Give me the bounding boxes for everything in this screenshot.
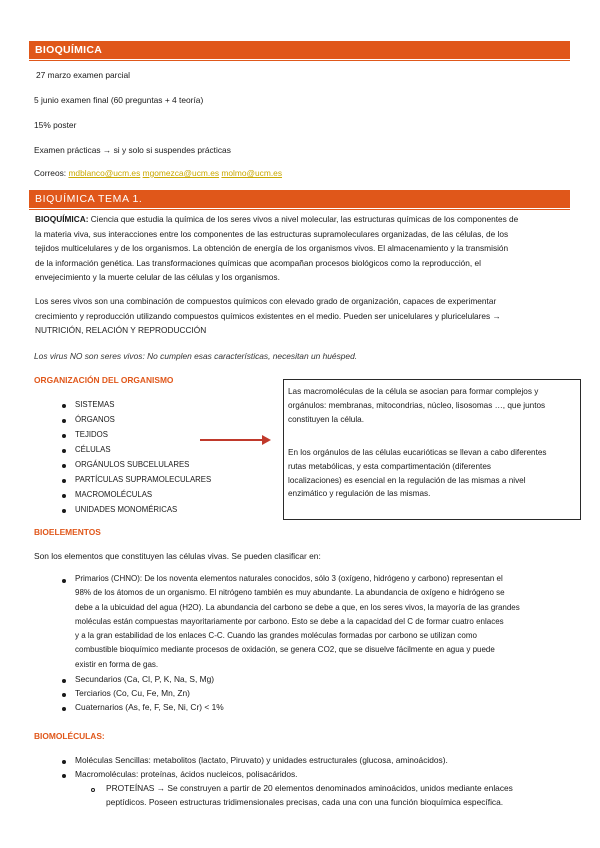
primarios-line: y a la gran estabilidad de los enlaces C-C. Cuando las grandes moléculas formadas por carbono se utilizan como [75, 631, 477, 641]
seres-line: NUTRICIÓN, RELACIÓN Y REPRODUCCIÓN [35, 325, 207, 336]
email-link-1[interactable]: mdblanco@ucm.es [68, 168, 141, 178]
box-paragraph-2 [288, 446, 575, 501]
box-line: constituyen la célula. [288, 414, 365, 424]
virus-note: Los virus NO son seres vivos: No cumplen esas características, necesitan un huésped. [34, 351, 358, 361]
terciarios-item: Terciarios (Co, Cu, Fe, Mn, Zn) [75, 688, 190, 698]
bullet [62, 419, 66, 423]
primarios-line: 98% de los átomos de un organismo. El nitrógeno también es muy abundante. La abundancia de oxígeno e hidrógeno se [75, 588, 505, 598]
bullet [62, 464, 66, 468]
sub-bullet [91, 788, 95, 792]
section-header-tema1: BIQUÍMICA TEMA 1. [29, 190, 570, 208]
bullet [62, 494, 66, 498]
header-underline [29, 209, 570, 210]
seres-line: Los seres vivos son una combinación de compuestos químicos con elevado grado de organización, capaces de experimentar [35, 296, 497, 306]
bullet [62, 679, 66, 683]
arrow-head-icon [262, 435, 271, 445]
box-line: enzimático y regulación de las mismas. [288, 489, 431, 499]
box-line: localizaciones) es esencial en la regulación de las mismas a nivel [288, 475, 526, 485]
email-link-2[interactable]: mgomezca@ucm.es [142, 168, 220, 178]
section-header-bioquimica: BIOQUÍMICA [29, 41, 570, 59]
info-line-3: 15% poster [34, 120, 77, 130]
bullet [62, 434, 66, 438]
definition-line: Ciencia que estudia la química de los seres vivos a nivel molecular, las estructuras químicas de los componentes de [90, 214, 519, 224]
org-item: TEJIDOS [75, 430, 108, 439]
definition-line: tejidos multicelulares y de los organismos. La obtención de energía de los organismos vivos. El almacenamiento y la transmisión [35, 243, 509, 254]
bullet [62, 449, 66, 453]
definition-paragraph [35, 212, 565, 285]
box-line: En los orgánulos de las células eucarióticas se llevan a cabo diferentes [288, 448, 547, 457]
bioelementos-intro: Son los elementos que constituyen las células vivas. Se pueden clasificar en: [34, 551, 321, 561]
bioelementos-title: BIOELEMENTOS [34, 527, 101, 537]
org-item: UNIDADES MONOMÉRICAS [75, 505, 178, 514]
primarios-line: existir en forma de gas. [75, 659, 159, 669]
primarios-line: Primarios (CHNO): De los noventa elementos naturales conocidos, sólo 3 (oxígeno, hidrógeno y carbono) representan el [75, 574, 503, 583]
bullet [62, 509, 66, 513]
definition-line: la materia viva, sus interacciones entre los componentes de las estructuras supramoleculares organizadas, de las células, de los [35, 228, 509, 239]
box-line: Las macromoléculas de la célula se asocian para formar complejos y [288, 387, 539, 396]
org-item: MACROMOLÉCULAS [75, 490, 153, 499]
info-line-2: 5 junio examen final (60 preguntas + 4 teoría) [34, 95, 204, 105]
primarios-paragraph [75, 572, 565, 672]
bullet [62, 479, 66, 483]
secundarios-item: Secundarios (Ca, Cl, P, K, Na, S, Mg) [75, 674, 215, 684]
bullet [62, 760, 66, 764]
info-line-4: Examen prácticas → si y solo si suspendes prácticas [34, 145, 231, 155]
primarios-line: moléculas están compuestas mayoritariamente por carbono. Esto se debe a la capacidad del C de formar cuatro enlaces [75, 616, 504, 626]
box-line: orgánulos: membranas, mitocondrias, núcleo, lisosomas …, que juntos [288, 400, 546, 410]
proteinas-line-1: PROTEÍNAS → Se construyen a partir de 20 elementos denominados aminoácidos, unidos mediante enlaces [106, 783, 513, 793]
primarios-line: combustible bioquímico mediante procesos de oxidación, se genera CO2, que se disuelve fácilmente en agua y puede [75, 645, 495, 655]
bullet [62, 404, 66, 408]
header-underline [29, 60, 570, 61]
definition-line: envejecimiento y la muerte celular de las células y los organismos. [35, 272, 280, 283]
org-item: PARTÍCULAS SUPRAMOLECULARES [75, 475, 212, 484]
emails-line [34, 168, 282, 179]
cuaternarios-item: Cuaternarios (As, fe, F, Se, Ni, Cr) < 1% [75, 702, 224, 712]
correos-label: Correos: [34, 168, 67, 178]
biomoleculas-item-2: Macromoléculas: proteínas, ácidos nucleicos, polisacáridos. [75, 769, 298, 779]
org-item: CÉLULAS [75, 445, 111, 454]
seres-vivos-paragraph [35, 294, 565, 338]
org-item: SISTEMAS [75, 400, 115, 409]
bullet [62, 579, 66, 583]
bullet [62, 693, 66, 697]
box-line: rutas metabólicas, y esta compartimentación (diferentes [288, 461, 491, 471]
organizacion-title: ORGANIZACIÓN DEL ORGANISMO [34, 375, 174, 385]
arrow-icon [200, 439, 262, 441]
biomoleculas-title: BIOMOLÉCULAS: [34, 731, 105, 741]
definition-line: de la información genética. Las transformaciones químicas que acompañan procesos biológicos como la reproducción, el [35, 257, 481, 268]
primarios-line: debe a la ubicuidad del agua (H2O). La abundancia del carbono se debe a que, en los seres vivos, la mayoría de las grandes [75, 602, 520, 612]
bullet [62, 707, 66, 711]
macromolecules-textbox [283, 379, 581, 520]
email-link-3[interactable]: molmo@ucm.es [221, 168, 283, 178]
info-line-1: 27 marzo examen parcial [36, 70, 131, 80]
biomoleculas-item-1: Moléculas Sencillas: metabolitos (lactato, Piruvato) y unidades estructurales (glucosa, aminoácidos). [75, 755, 448, 765]
proteinas-line-2: peptídicos. Poseen estructuras tridimensionales precisas, cada una con una función bioquímica específica. [106, 797, 504, 807]
seres-line: crecimiento y reproducción utilizando compuestos químicos existentes en el medio. Pueden ser unicelulares y pluricelulares → [35, 310, 501, 321]
definition-term: BIOQUÍMICA: [35, 214, 89, 224]
org-item: ORGÁNULOS SUBCELULARES [75, 460, 190, 469]
box-paragraph-1 [288, 385, 575, 426]
bullet [62, 774, 66, 778]
org-item: ÓRGANOS [75, 415, 115, 424]
